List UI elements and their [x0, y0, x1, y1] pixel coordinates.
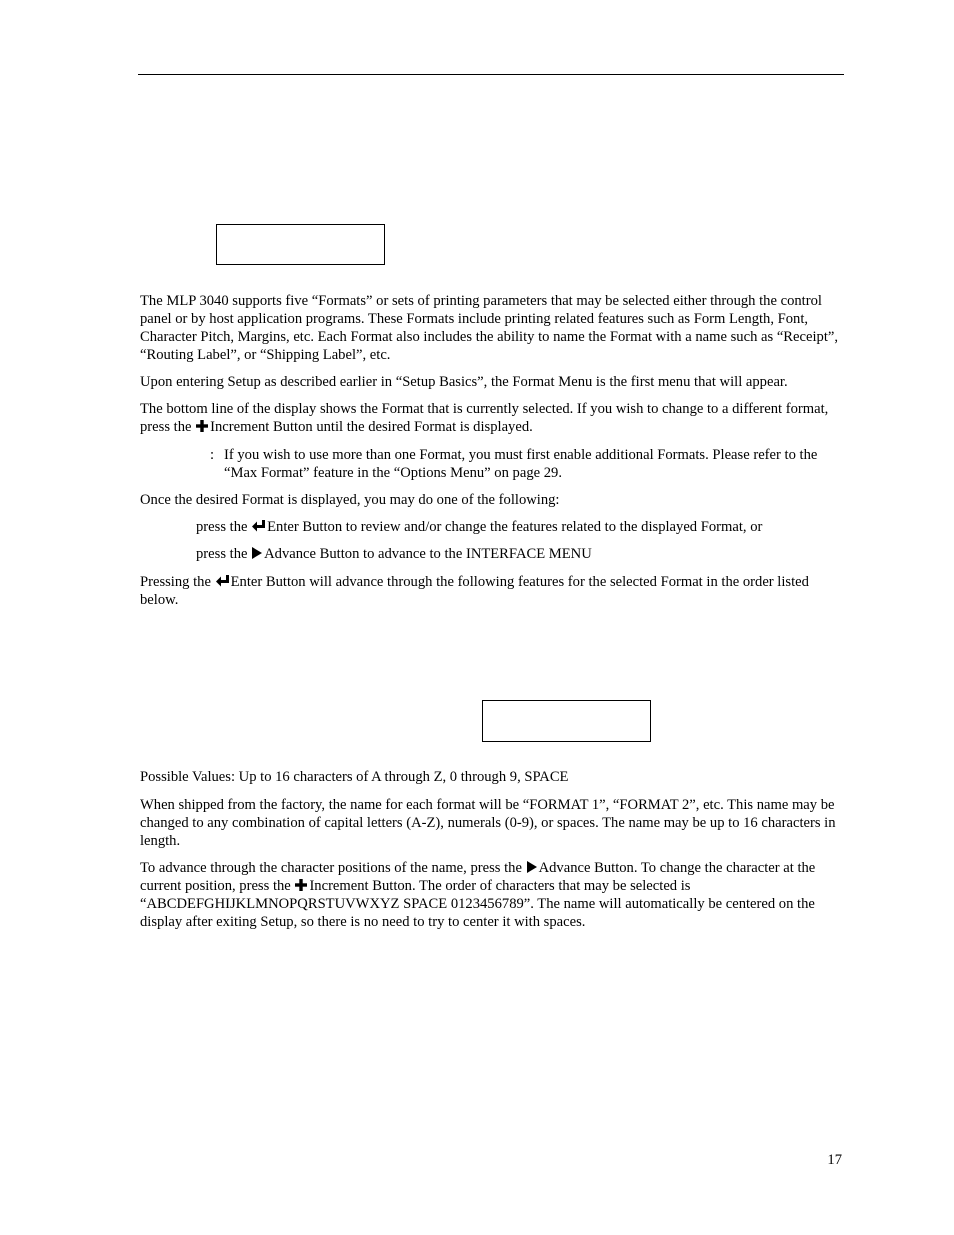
right-triangle-icon — [252, 547, 262, 559]
note-colon: : — [210, 447, 215, 463]
option1-text-b: Enter Button to review and/or change the features related to the displayed Format, or — [267, 519, 763, 535]
enter-text-a: Pressing the — [140, 574, 211, 590]
intro-paragraph-formats — [140, 292, 845, 364]
lcd-display-box-name — [482, 700, 651, 742]
option2-text-b: Advance Button to advance to the INTERFACE MENU — [264, 546, 592, 562]
option-enter-item — [196, 518, 846, 536]
note-block — [210, 446, 846, 482]
name-paragraph-shipped — [140, 796, 845, 850]
name-p2-text-a: To advance through the character positions of the name, press the — [140, 860, 522, 876]
intro-p3-text-a: The bottom line of the display shows the Format that is currently selected. If you wish to change to a different format, press the — [140, 401, 829, 435]
page-number: 17 — [827, 1152, 842, 1168]
enter-text-b: Enter Button will advance through the following features for the selected Format in the order listed below. — [140, 574, 809, 608]
enter-paragraph — [140, 573, 845, 609]
name-p1-text: When shipped from the factory, the name for each format will be “FORMAT 1”, “FORMAT 2”, etc. This name may be changed to any combination of capital letters (A-Z), numerals (0-9), or spaces. The name may be up to 16 characters in length. — [140, 797, 836, 849]
lcd-display-box-format-menu — [216, 224, 385, 265]
plus-icon — [295, 879, 307, 891]
options-lead-text: Once the desired Format is displayed, you may do one of the following: — [140, 492, 560, 508]
option2-text-a: press the — [196, 546, 248, 562]
options-lead — [140, 491, 845, 509]
intro-paragraph-display — [140, 400, 845, 436]
possible-values-text: Possible Values: Up to 16 characters of A through Z, 0 through 9, SPACE — [140, 769, 569, 785]
intro-p2-text: Upon entering Setup as described earlier in “Setup Basics”, the Format Menu is the first menu that will appear. — [140, 374, 788, 390]
intro-paragraph-setup — [140, 373, 845, 391]
name-p2-text-b: Advance Button. To change the character at the current position, press the — [140, 860, 816, 894]
right-triangle-icon — [527, 861, 537, 873]
enter-arrow-icon — [252, 520, 265, 532]
option-advance-item — [196, 545, 846, 563]
option1-text-a: press the — [196, 519, 248, 535]
note-text: If you wish to use more than one Format, you must first enable additional Formats. Please refer to the “Max Format” feature in the “Options Menu” on page 29. — [224, 447, 818, 481]
name-p2-text-c: Increment Button. The order of characters that may be selected is “ABCDEFGHIJKLMNOPQRSTUVWXYZ SPACE 0123456789”. The name will automatically be centered on the display after exiting Setup, so there is no need to try to center it with spaces. — [140, 878, 815, 930]
enter-arrow-icon — [216, 575, 229, 587]
possible-values — [140, 768, 845, 786]
intro-p3-text-b: Increment Button until the desired Format is displayed. — [210, 419, 533, 435]
name-paragraph-advance — [140, 859, 845, 931]
intro-p1-text: The MLP 3040 supports five “Formats” or sets of printing parameters that may be selected either through the control panel or by host application programs. These Formats include printing related features such as Form Length, Font, Character Pitch, Margins, etc. Each Format also includes the ability to name the Format with a name such as “Receipt”, “Routing Label”, or “Shipping Label”, etc. — [140, 293, 838, 363]
header-rule — [138, 74, 844, 75]
plus-icon — [196, 420, 208, 432]
